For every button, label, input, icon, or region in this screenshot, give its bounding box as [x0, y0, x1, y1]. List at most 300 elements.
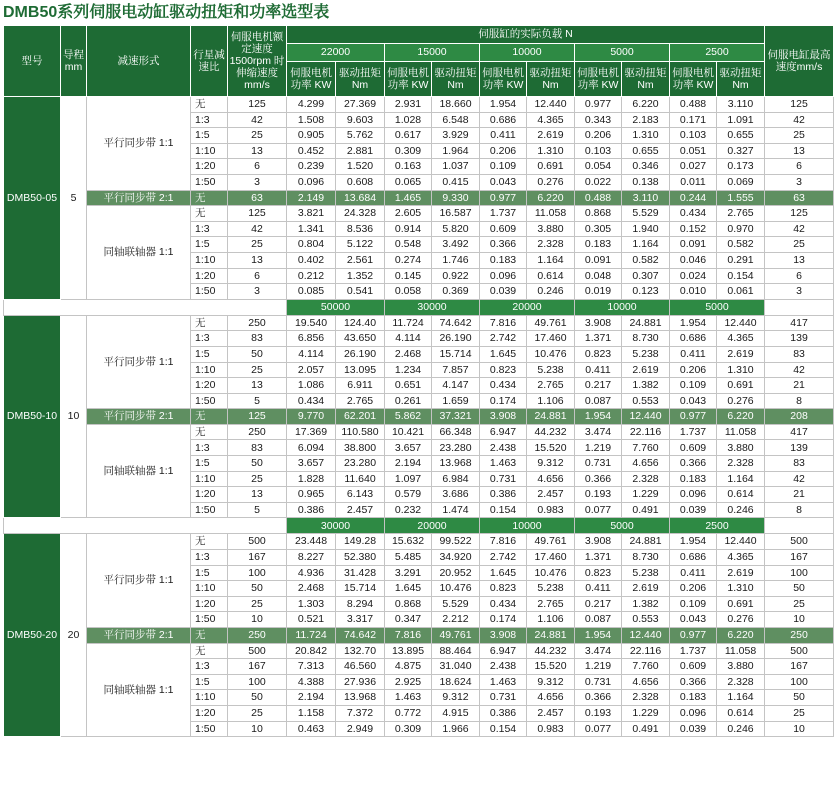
ratio-cell: 1:10 — [191, 143, 228, 159]
torque-cell: 2.328 — [622, 471, 670, 487]
torque-cell: 6.220 — [622, 97, 670, 113]
power-cell: 2.468 — [287, 581, 336, 597]
torque-cell: 0.246 — [717, 721, 765, 737]
power-cell: 0.244 — [670, 190, 717, 206]
power-cell: 0.109 — [480, 159, 527, 175]
ratio-cell: 1:5 — [191, 565, 228, 581]
header-load-value: 22000 — [287, 44, 385, 62]
torque-cell: 13.968 — [336, 690, 385, 706]
power-cell: 0.386 — [480, 705, 527, 721]
torque-cell: 1.091 — [717, 112, 765, 128]
header-torque: 驱动扭矩Nm — [717, 62, 765, 97]
power-cell: 0.174 — [480, 612, 527, 628]
torque-cell: 7.760 — [622, 440, 670, 456]
power-cell: 17.369 — [287, 424, 336, 440]
header-load-value: 10000 — [480, 44, 575, 62]
power-cell: 0.039 — [670, 721, 717, 737]
header-torque: 驱动扭矩Nm — [527, 62, 575, 97]
torque-cell: 27.936 — [336, 674, 385, 690]
torque-cell: 0.069 — [717, 174, 765, 190]
speed-cell: 13 — [228, 143, 287, 159]
power-cell: 0.823 — [480, 581, 527, 597]
torque-cell: 0.691 — [717, 378, 765, 394]
power-cell: 0.386 — [287, 502, 336, 518]
torque-cell: 1.520 — [336, 159, 385, 175]
torque-cell: 2.619 — [717, 565, 765, 581]
power-cell: 0.609 — [670, 440, 717, 456]
power-cell: 2.438 — [480, 659, 527, 675]
power-cell: 3.908 — [575, 315, 622, 331]
torque-cell: 6.220 — [717, 409, 765, 425]
max-speed-cell: 500 — [765, 643, 834, 659]
power-cell: 3.908 — [480, 628, 527, 644]
power-cell: 1.371 — [575, 331, 622, 347]
speed-cell: 125 — [228, 97, 287, 113]
table-row — [4, 409, 834, 425]
power-cell: 0.183 — [575, 237, 622, 253]
power-cell: 11.724 — [385, 315, 432, 331]
header-torque: 驱动扭矩Nm — [622, 62, 670, 97]
speed-cell: 3 — [228, 174, 287, 190]
power-cell: 1.097 — [385, 471, 432, 487]
power-cell: 1.645 — [480, 565, 527, 581]
torque-cell: 0.291 — [717, 252, 765, 268]
torque-cell: 0.369 — [432, 284, 480, 300]
torque-cell: 2.328 — [527, 237, 575, 253]
power-cell: 1.954 — [575, 409, 622, 425]
ratio-cell: 1:50 — [191, 393, 228, 409]
torque-cell: 1.164 — [717, 690, 765, 706]
torque-cell: 0.614 — [717, 487, 765, 503]
power-cell: 0.731 — [480, 690, 527, 706]
torque-cell: 22.116 — [622, 643, 670, 659]
speed-cell: 100 — [228, 674, 287, 690]
max-speed-cell: 50 — [765, 690, 834, 706]
speed-cell: 13 — [228, 378, 287, 394]
torque-cell: 2.328 — [622, 690, 670, 706]
torque-cell: 2.328 — [717, 674, 765, 690]
header-max-speed: 伺服电缸最高速度mm/s — [765, 26, 834, 97]
separator-blank — [4, 518, 287, 534]
torque-cell: 0.582 — [622, 252, 670, 268]
speed-cell: 5 — [228, 502, 287, 518]
power-cell: 2.149 — [287, 190, 336, 206]
method-cell: 平行同步带 1:1 — [87, 534, 191, 628]
torque-cell: 7.372 — [336, 705, 385, 721]
torque-cell: 3.929 — [432, 128, 480, 144]
torque-cell: 27.369 — [336, 97, 385, 113]
power-cell: 6.947 — [480, 643, 527, 659]
max-speed-cell: 6 — [765, 159, 834, 175]
max-speed-cell: 10 — [765, 612, 834, 628]
power-cell: 0.305 — [575, 221, 622, 237]
torque-cell: 2.765 — [527, 596, 575, 612]
torque-cell: 5.820 — [432, 221, 480, 237]
ratio-cell: 1:20 — [191, 705, 228, 721]
torque-cell: 2.765 — [527, 378, 575, 394]
method-cell: 平行同步带 2:1 — [87, 190, 191, 206]
ratio-cell: 1:5 — [191, 237, 228, 253]
speed-cell: 25 — [228, 596, 287, 612]
power-cell: 0.154 — [480, 502, 527, 518]
power-cell: 5.485 — [385, 550, 432, 566]
max-speed-cell: 139 — [765, 440, 834, 456]
torque-cell: 5.238 — [527, 362, 575, 378]
torque-cell: 1.555 — [717, 190, 765, 206]
ratio-cell: 无 — [191, 315, 228, 331]
speed-cell: 167 — [228, 659, 287, 675]
torque-cell: 9.330 — [432, 190, 480, 206]
speed-cell: 167 — [228, 550, 287, 566]
torque-cell: 2.619 — [717, 346, 765, 362]
power-cell: 0.096 — [287, 174, 336, 190]
max-speed-cell: 3 — [765, 174, 834, 190]
speed-cell: 125 — [228, 206, 287, 222]
torque-cell: 15.520 — [527, 440, 575, 456]
torque-cell: 1.310 — [717, 362, 765, 378]
max-speed-cell: 417 — [765, 424, 834, 440]
power-cell: 0.868 — [385, 596, 432, 612]
separator-load-value: 50000 — [287, 299, 385, 315]
torque-cell: 66.348 — [432, 424, 480, 440]
ratio-cell: 1:10 — [191, 362, 228, 378]
torque-cell: 8.536 — [336, 221, 385, 237]
power-cell: 0.206 — [670, 362, 717, 378]
torque-cell: 4.365 — [717, 550, 765, 566]
torque-cell: 11.058 — [527, 206, 575, 222]
ratio-cell: 1:5 — [191, 128, 228, 144]
power-cell: 0.411 — [575, 581, 622, 597]
torque-cell: 22.116 — [622, 424, 670, 440]
ratio-cell: 1:20 — [191, 596, 228, 612]
power-cell: 0.193 — [575, 487, 622, 503]
max-speed-cell: 50 — [765, 581, 834, 597]
torque-cell: 37.321 — [432, 409, 480, 425]
torque-cell: 18.660 — [432, 97, 480, 113]
max-speed-cell: 42 — [765, 362, 834, 378]
speed-cell: 83 — [228, 440, 287, 456]
power-cell: 0.366 — [480, 237, 527, 253]
torque-cell: 0.691 — [527, 159, 575, 175]
torque-cell: 43.650 — [336, 331, 385, 347]
ratio-cell: 1:3 — [191, 440, 228, 456]
power-cell: 0.043 — [480, 174, 527, 190]
power-cell: 0.087 — [575, 393, 622, 409]
torque-cell: 24.881 — [622, 534, 670, 550]
ratio-cell: 1:50 — [191, 612, 228, 628]
separator-load-value: 10000 — [575, 299, 670, 315]
max-speed-cell: 25 — [765, 705, 834, 721]
torque-cell: 34.920 — [432, 550, 480, 566]
power-cell: 0.452 — [287, 143, 336, 159]
power-cell: 0.579 — [385, 487, 432, 503]
torque-cell: 3.317 — [336, 612, 385, 628]
power-cell: 0.823 — [480, 362, 527, 378]
power-cell: 6.947 — [480, 424, 527, 440]
speed-cell: 10 — [228, 612, 287, 628]
power-cell: 0.163 — [385, 159, 432, 175]
torque-cell: 18.624 — [432, 674, 480, 690]
torque-cell: 49.761 — [527, 315, 575, 331]
torque-cell: 0.173 — [717, 159, 765, 175]
method-cell: 同轴联轴器 1:1 — [87, 424, 191, 518]
torque-cell: 0.138 — [622, 174, 670, 190]
torque-cell: 0.346 — [622, 159, 670, 175]
torque-cell: 110.580 — [336, 424, 385, 440]
torque-cell: 1.310 — [527, 143, 575, 159]
max-speed-cell: 167 — [765, 550, 834, 566]
table-row — [4, 190, 834, 206]
power-cell: 0.411 — [670, 565, 717, 581]
torque-cell: 74.642 — [432, 315, 480, 331]
power-cell: 0.145 — [385, 268, 432, 284]
power-cell: 4.875 — [385, 659, 432, 675]
torque-cell: 10.476 — [527, 565, 575, 581]
torque-cell: 13.684 — [336, 190, 385, 206]
power-cell: 2.438 — [480, 440, 527, 456]
power-cell: 0.046 — [670, 252, 717, 268]
power-cell: 0.091 — [575, 252, 622, 268]
power-cell: 0.039 — [670, 502, 717, 518]
torque-cell: 0.983 — [527, 502, 575, 518]
power-cell: 0.548 — [385, 237, 432, 253]
torque-cell: 2.328 — [717, 456, 765, 472]
speed-cell: 50 — [228, 346, 287, 362]
power-cell: 13.895 — [385, 643, 432, 659]
torque-cell: 6.220 — [717, 628, 765, 644]
power-cell: 0.096 — [670, 487, 717, 503]
max-speed-cell: 63 — [765, 190, 834, 206]
torque-cell: 3.686 — [432, 487, 480, 503]
power-cell: 11.724 — [287, 628, 336, 644]
power-cell: 0.434 — [287, 393, 336, 409]
torque-cell: 2.212 — [432, 612, 480, 628]
power-cell: 1.954 — [670, 534, 717, 550]
power-cell: 0.366 — [575, 690, 622, 706]
torque-cell: 17.460 — [527, 331, 575, 347]
torque-cell: 3.110 — [717, 97, 765, 113]
power-cell: 1.645 — [480, 346, 527, 362]
ratio-cell: 1:5 — [191, 346, 228, 362]
torque-cell: 24.881 — [527, 409, 575, 425]
power-cell: 0.686 — [670, 550, 717, 566]
torque-cell: 2.561 — [336, 252, 385, 268]
torque-cell: 10.476 — [432, 581, 480, 597]
power-cell: 0.868 — [575, 206, 622, 222]
power-cell: 0.977 — [575, 97, 622, 113]
max-speed-cell: 83 — [765, 456, 834, 472]
max-speed-cell: 83 — [765, 346, 834, 362]
ratio-cell: 1:20 — [191, 487, 228, 503]
separator-load-value: 30000 — [287, 518, 385, 534]
table-row — [4, 97, 834, 113]
power-cell: 1.463 — [385, 690, 432, 706]
header-load-value: 5000 — [575, 44, 670, 62]
power-cell: 0.343 — [575, 112, 622, 128]
power-cell: 1.463 — [480, 674, 527, 690]
speed-cell: 250 — [228, 424, 287, 440]
power-cell: 0.043 — [670, 612, 717, 628]
lead-cell: 10 — [61, 315, 87, 518]
power-cell: 0.609 — [480, 221, 527, 237]
power-cell: 1.303 — [287, 596, 336, 612]
max-speed-cell: 13 — [765, 143, 834, 159]
torque-cell: 1.352 — [336, 268, 385, 284]
ratio-cell: 无 — [191, 206, 228, 222]
torque-cell: 8.730 — [622, 550, 670, 566]
max-speed-cell: 13 — [765, 252, 834, 268]
power-cell: 0.152 — [670, 221, 717, 237]
torque-cell: 62.201 — [336, 409, 385, 425]
power-cell: 0.010 — [670, 284, 717, 300]
power-cell: 2.931 — [385, 97, 432, 113]
separator-load-value: 5000 — [670, 299, 765, 315]
method-cell: 平行同步带 1:1 — [87, 315, 191, 409]
separator-load-value: 20000 — [480, 299, 575, 315]
torque-cell: 7.857 — [432, 362, 480, 378]
power-cell: 0.261 — [385, 393, 432, 409]
torque-cell: 1.940 — [622, 221, 670, 237]
power-cell: 0.043 — [670, 393, 717, 409]
power-cell: 3.474 — [575, 424, 622, 440]
power-cell: 0.183 — [480, 252, 527, 268]
torque-cell: 44.232 — [527, 424, 575, 440]
header-torque: 驱动扭矩Nm — [336, 62, 385, 97]
page-title: DMB50系列伺服电动缸驱动扭矩和功率选型表 — [3, 4, 330, 21]
method-cell: 平行同步带 2:1 — [87, 409, 191, 425]
power-cell: 0.686 — [480, 112, 527, 128]
torque-cell: 1.966 — [432, 721, 480, 737]
power-cell: 0.823 — [575, 346, 622, 362]
load-separator-row — [4, 299, 834, 315]
torque-cell: 1.106 — [527, 393, 575, 409]
ratio-cell: 1:3 — [191, 550, 228, 566]
power-cell: 2.468 — [385, 346, 432, 362]
power-cell: 15.632 — [385, 534, 432, 550]
speed-cell: 42 — [228, 221, 287, 237]
power-cell: 1.463 — [480, 456, 527, 472]
torque-cell: 0.553 — [622, 612, 670, 628]
power-cell: 0.914 — [385, 221, 432, 237]
power-cell: 3.908 — [575, 534, 622, 550]
torque-cell: 0.491 — [622, 502, 670, 518]
max-speed-cell: 167 — [765, 659, 834, 675]
torque-cell: 88.464 — [432, 643, 480, 659]
power-cell: 0.048 — [575, 268, 622, 284]
torque-cell: 31.428 — [336, 565, 385, 581]
model-cell: DMB50-20 — [4, 534, 61, 737]
power-cell: 6.856 — [287, 331, 336, 347]
model-cell: DMB50-10 — [4, 315, 61, 518]
max-speed-cell: 139 — [765, 331, 834, 347]
speed-cell: 50 — [228, 581, 287, 597]
power-cell: 4.114 — [385, 331, 432, 347]
separator-blank — [765, 299, 834, 315]
power-cell: 0.731 — [575, 456, 622, 472]
torque-cell: 12.440 — [622, 409, 670, 425]
ratio-cell: 1:50 — [191, 502, 228, 518]
torque-cell: 124.40 — [336, 315, 385, 331]
ratio-cell: 无 — [191, 190, 228, 206]
torque-cell: 8.730 — [622, 331, 670, 347]
power-cell: 1.234 — [385, 362, 432, 378]
power-cell: 1.086 — [287, 378, 336, 394]
table-row — [4, 643, 834, 659]
power-cell: 1.341 — [287, 221, 336, 237]
method-cell: 同轴联轴器 1:1 — [87, 643, 191, 737]
torque-cell: 4.656 — [527, 690, 575, 706]
power-cell: 0.977 — [480, 190, 527, 206]
power-cell: 3.657 — [287, 456, 336, 472]
torque-cell: 2.619 — [622, 581, 670, 597]
torque-cell: 23.280 — [336, 456, 385, 472]
power-cell: 0.027 — [670, 159, 717, 175]
torque-cell: 17.460 — [527, 550, 575, 566]
power-cell: 0.109 — [670, 378, 717, 394]
speed-cell: 3 — [228, 284, 287, 300]
power-cell: 0.217 — [575, 596, 622, 612]
header-power: 伺服电机功率 KW — [385, 62, 432, 97]
ratio-cell: 1:50 — [191, 721, 228, 737]
torque-cell: 24.881 — [622, 315, 670, 331]
torque-cell: 1.964 — [432, 143, 480, 159]
table-row — [4, 628, 834, 644]
power-cell: 0.232 — [385, 502, 432, 518]
ratio-cell: 1:50 — [191, 284, 228, 300]
torque-cell: 0.246 — [717, 502, 765, 518]
speed-cell: 500 — [228, 534, 287, 550]
speed-cell: 250 — [228, 315, 287, 331]
power-cell: 0.977 — [670, 628, 717, 644]
power-cell: 4.299 — [287, 97, 336, 113]
torque-cell: 3.492 — [432, 237, 480, 253]
speed-cell: 5 — [228, 393, 287, 409]
power-cell: 0.521 — [287, 612, 336, 628]
power-cell: 0.077 — [575, 721, 622, 737]
torque-cell: 2.183 — [622, 112, 670, 128]
torque-cell: 12.440 — [527, 97, 575, 113]
table-row — [4, 534, 834, 550]
power-cell: 0.411 — [480, 128, 527, 144]
torque-cell: 1.310 — [717, 581, 765, 597]
torque-cell: 11.640 — [336, 471, 385, 487]
power-cell: 3.657 — [385, 440, 432, 456]
power-cell: 0.366 — [670, 674, 717, 690]
torque-cell: 6.143 — [336, 487, 385, 503]
torque-cell: 1.164 — [622, 237, 670, 253]
torque-cell: 3.880 — [717, 659, 765, 675]
torque-cell: 74.642 — [336, 628, 385, 644]
header-ratio: 行星减速比 — [191, 26, 228, 97]
power-cell: 0.206 — [575, 128, 622, 144]
torque-cell: 9.312 — [527, 456, 575, 472]
torque-cell: 2.949 — [336, 721, 385, 737]
power-cell: 1.954 — [480, 97, 527, 113]
torque-cell: 46.560 — [336, 659, 385, 675]
power-cell: 0.434 — [480, 378, 527, 394]
torque-cell: 24.328 — [336, 206, 385, 222]
speed-cell: 500 — [228, 643, 287, 659]
ratio-cell: 1:10 — [191, 471, 228, 487]
power-cell: 0.096 — [670, 705, 717, 721]
power-cell: 0.731 — [575, 674, 622, 690]
speed-cell: 13 — [228, 252, 287, 268]
ratio-cell: 1:20 — [191, 268, 228, 284]
torque-cell: 0.655 — [622, 143, 670, 159]
header-method: 减速形式 — [87, 26, 191, 97]
torque-cell: 6.548 — [432, 112, 480, 128]
power-cell: 0.434 — [480, 596, 527, 612]
